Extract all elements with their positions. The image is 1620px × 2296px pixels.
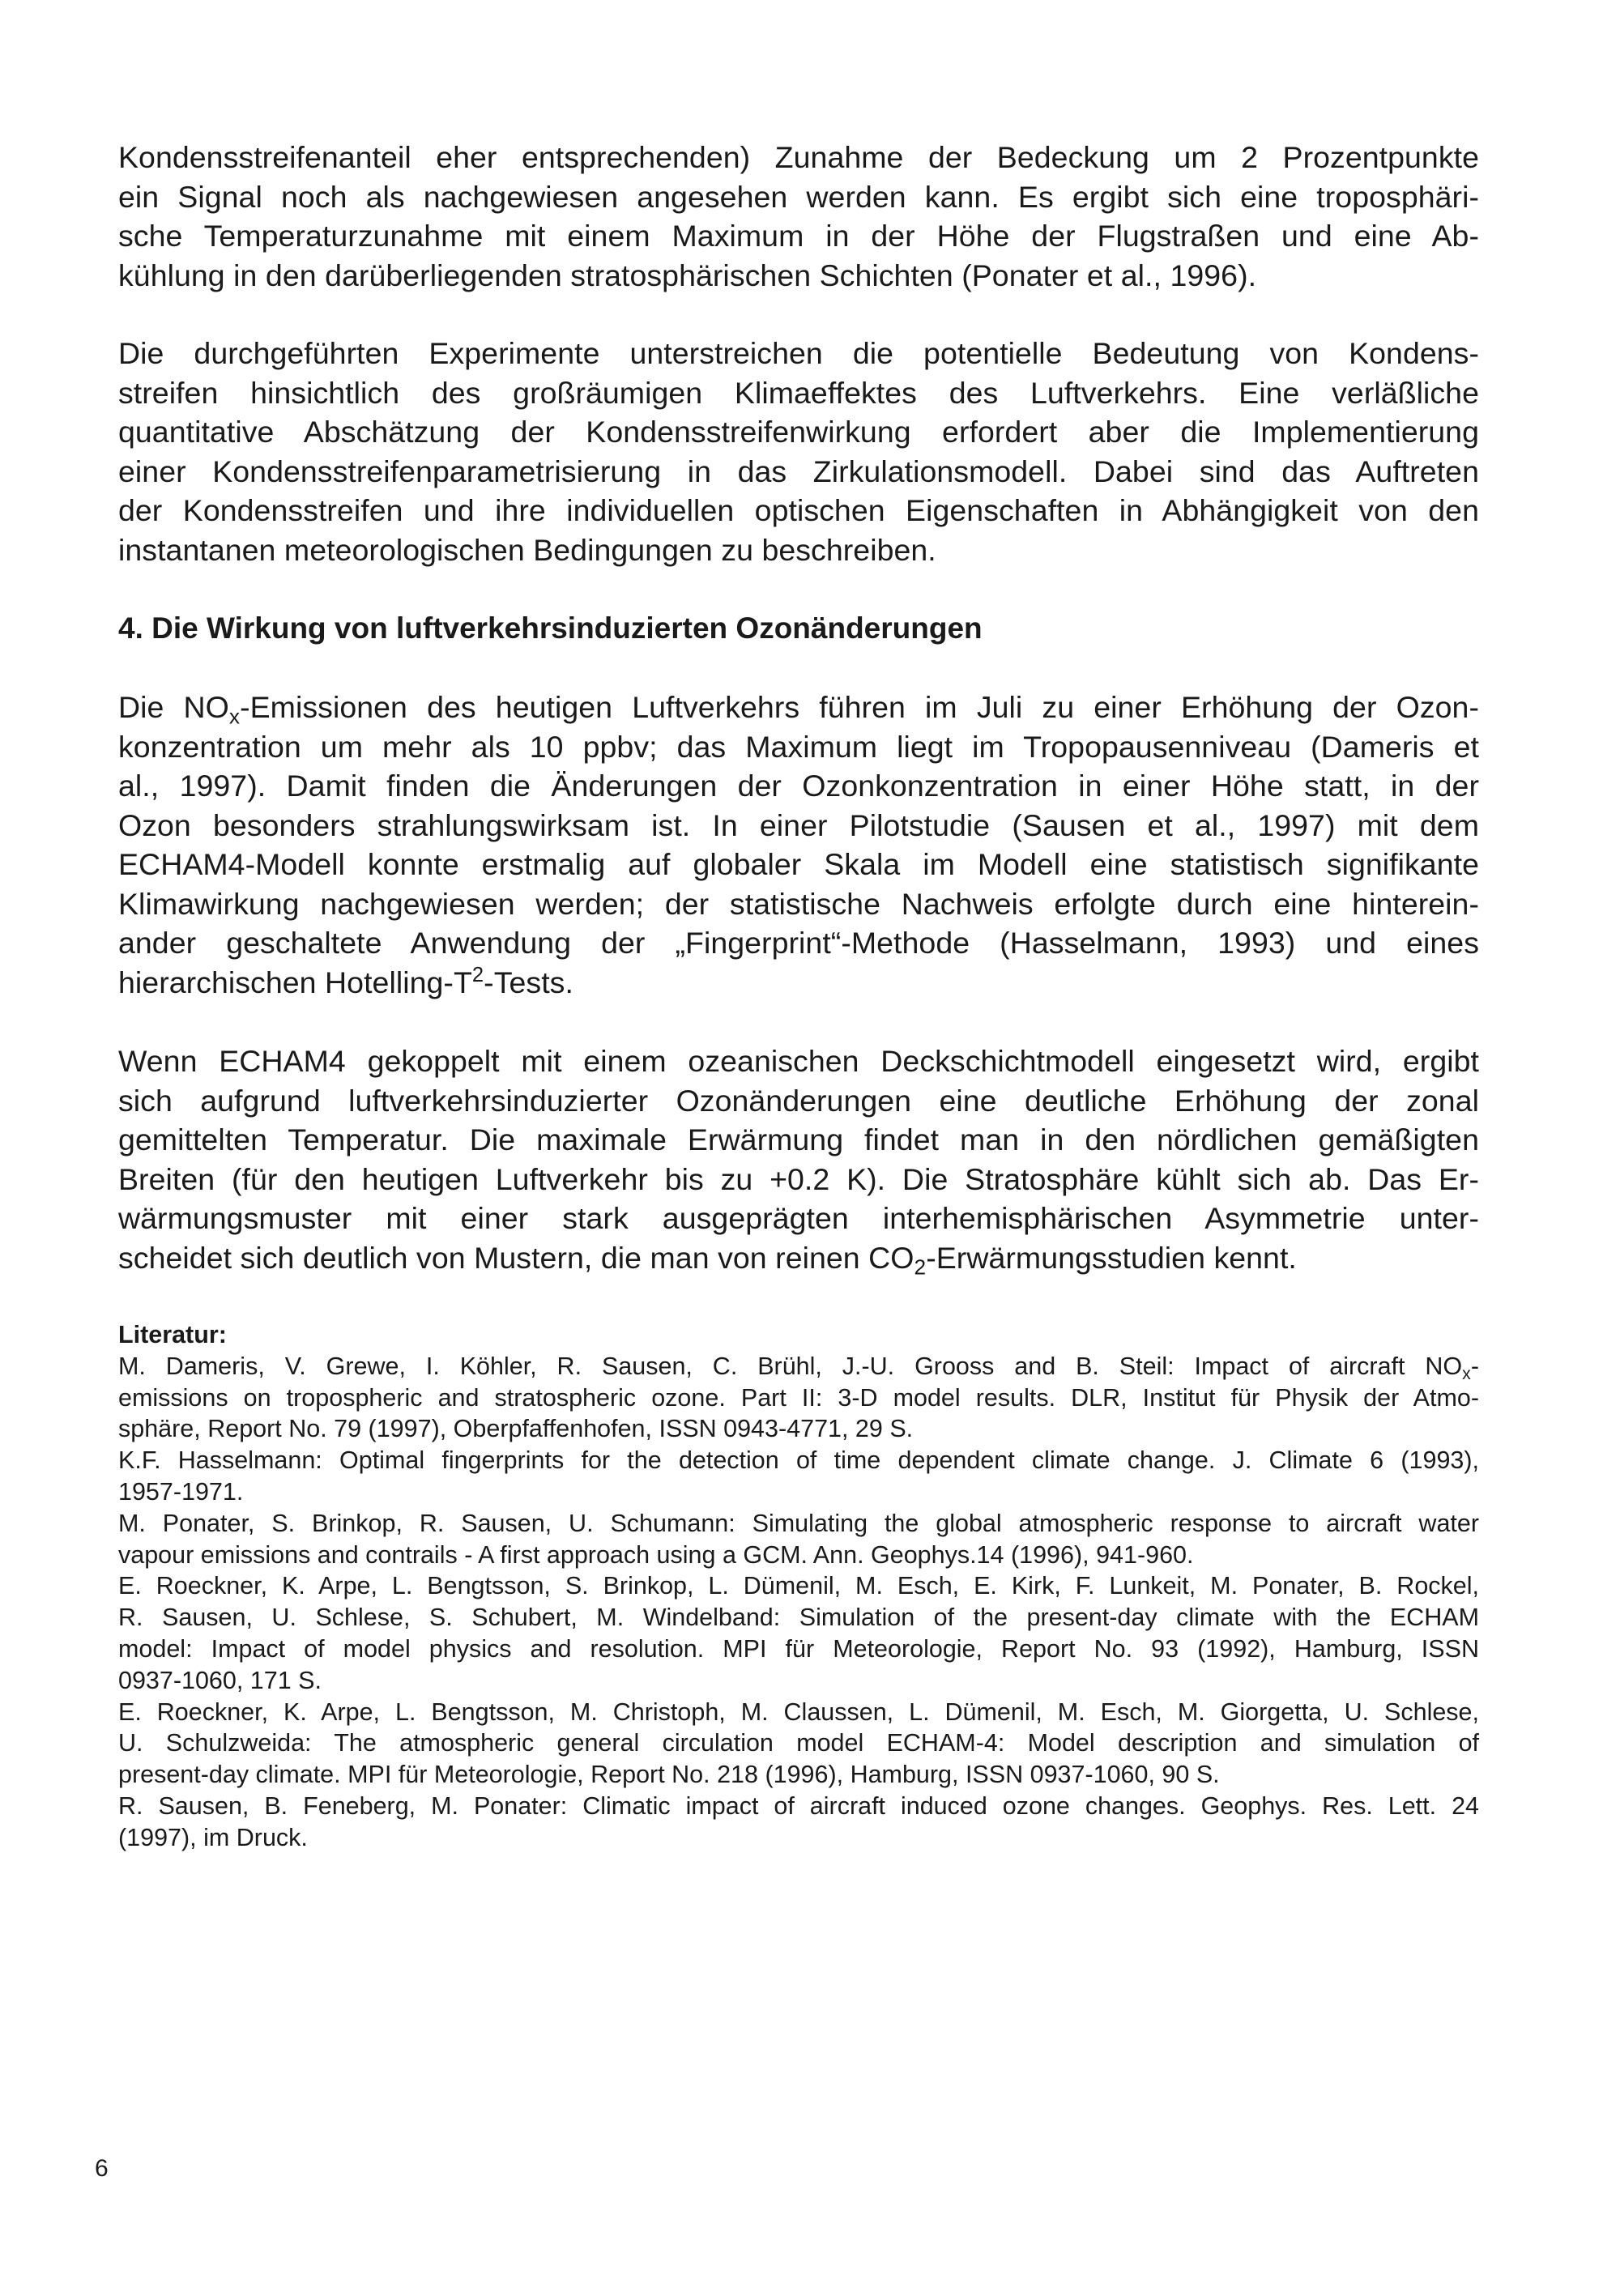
text-line: Die durchgeführten Experimente unterstreichen die potentielle Bedeutung von Kondens- [118,336,1479,370]
reference-dameris [118,1351,1479,1445]
text-line: vapour emissions and contrails - A first approach using a GCM. Ann. Geophys.14 (1996), 941-960. [118,1540,1194,1569]
paragraph-nox-emissions [118,688,1479,1002]
text-line: ein Signal noch als nachgewiesen angesehen werden kann. Es ergibt sich eine troposphäri- [118,179,1479,214]
text-line: einer Kondensstreifenparametrisierung in das Zirkulationsmodell. Dabei sind das Auftreten [118,454,1479,488]
text-fragment: hierarchischen Hotelling-T [118,965,472,999]
paragraph-contrail-experiments [118,334,1479,569]
reference-roeckner-1992 [118,1570,1479,1696]
text-fragment: -Emissionen des heutigen Luftverkehrs führen im Juli zu einer Erhöhung der Ozon- [240,690,1479,724]
text-line: present-day climate. MPI für Meteorologie, Report No. 218 (1996), Hamburg, ISSN 0937-1060, 90 S. [118,1761,1220,1789]
text-line: instantanen meteorologischen Bedingungen zu beschreiben. [118,532,936,567]
section-heading: 4. Die Wirkung von luftverkehrsinduzierten Ozonänderungen [118,611,983,645]
text-line: Kondensstreifenanteil eher entsprechenden) Zunahme der Bedeckung um 2 Prozentpunkte [118,140,1479,174]
text-line: wärmungsmuster mit einer stark ausgeprägten interhemisphärischen Asymmetrie unter- [118,1201,1479,1235]
text-line: streifen hinsichtlich des großräumigen Klimaeffektes des Luftverkehrs. Eine verläßliche [118,375,1479,410]
text-line: quantitative Abschätzung der Kondensstreifenwirkung erfordert aber die Implementierung [118,415,1479,449]
subscript: x [228,704,241,729]
text-fragment: scheidet sich deutlich von Mustern, die man von reinen CO [118,1240,914,1275]
text-line: M. Ponater, S. Brinkop, R. Sausen, U. Schumann: Simulating the global atmospheric response to aircraft water [118,1509,1479,1537]
text-line: R. Sausen, U. Schlese, S. Schubert, M. Windelband: Simulation of the present-day climate with the ECHAM [118,1604,1479,1632]
paragraph-echam4-coupled [118,1042,1479,1277]
references-section [118,1319,1479,1854]
text-line: sphäre, Report No. 79 (1997), Oberpfaffenhofen, ISSN 0943-4771, 29 S. [118,1415,914,1443]
text-line [118,1238,1479,1278]
text-fragment: - [1470,1352,1479,1380]
paragraph-contrail-signal [118,138,1479,295]
text-fragment: -Erwärmungsstudien kennt. [926,1240,1297,1275]
reference-roeckner-1996 [118,1697,1479,1791]
text-line: E. Roeckner, K. Arpe, L. Bengtsson, M. Christoph, M. Claussen, L. Dümenil, M. Esch, M. Giorgetta, U. Schlese, [118,1698,1479,1726]
text-line: ECHAM4-Modell konnte erstmalig auf globaler Skala im Modell eine statistisch signifikante [118,847,1479,881]
text-line: der Kondensstreifen und ihre individuellen optischen Eigenschaften in Abhängigkeit von den [118,493,1479,527]
text-line: 1957-1971. [118,1477,244,1506]
text-line: sich aufgrund luftverkehrsinduzierter Ozonänderungen eine deutliche Erhöhung der zonal [118,1083,1479,1118]
text-line: konzentration um mehr als 10 ppbv; das Maximum liegt im Tropopausenniveau (Dameris et [118,729,1479,764]
text-fragment: Die NO [118,690,229,724]
superscript: 2 [471,963,484,986]
text-line: emissions on tropospheric and stratospheric ozone. Part II: 3-D model results. DLR, Institut für Physik der Atmo- [118,1383,1479,1412]
text-line: Wenn ECHAM4 gekoppelt mit einem ozeanischen Deckschichtmodell eingesetzt wird, ergibt [118,1044,1479,1078]
text-line: kühlung in den darüberliegenden stratosphärischen Schichten (Ponater et al., 1996). [118,258,1257,292]
subscript: 2 [914,1254,927,1279]
text-line: R. Sausen, B. Feneberg, M. Ponater: Climatic impact of aircraft induced ozone changes. Geophys. Res. Lett. 24 [118,1791,1479,1820]
text-line [118,963,1479,1003]
text-line: E. Roeckner, K. Arpe, L. Bengtsson, S. Brinkop, L. Dümenil, M. Esch, E. Kirk, F. Lunkeit, M. Ponater, B. Rockel, [118,1572,1479,1600]
text-fragment: -Tests. [484,965,573,999]
text-line: 0937-1060, 171 S. [118,1666,322,1694]
text-line: (1997), im Druck. [118,1823,308,1851]
text-line: al., 1997). Damit finden die Änderungen der Ozonkonzentration in einer Höhe statt, in der [118,769,1479,803]
reference-ponater [118,1508,1479,1571]
text-line: ander geschaltete Anwendung der „Fingerprint“-Methode (Hasselmann, 1993) und eines [118,926,1479,960]
text-fragment: M. Dameris, V. Grewe, I. Köhler, R. Sausen, C. Brühl, J.-U. Grooss and B. Steil: Impact of aircraft NO [118,1352,1463,1380]
reference-sausen [118,1791,1479,1854]
text-line [118,688,1479,727]
text-line: model: Impact of model physics and resolution. MPI für Meteorologie, Report No. 93 (1992), Hamburg, ISSN [118,1634,1479,1663]
page-number: 6 [95,2155,109,2182]
text-line: Klimawirkung nachgewiesen werden; der statistische Nachweis erfolgte durch eine hinterein- [118,886,1479,921]
text-line: U. Schulzweida: The atmospheric general circulation model ECHAM-4: Model description and simulation of [118,1729,1479,1757]
page-content [118,138,1479,1854]
subscript: x [1462,1363,1471,1383]
text-line: sche Temperaturzunahme mit einem Maximum in der Höhe der Flugstraßen und eine Ab- [118,219,1479,253]
references-title: Literatur: [118,1321,227,1348]
text-line: gemittelten Temperatur. Die maximale Erwärmung findet man in den nördlichen gemäßigten [118,1122,1479,1157]
reference-hasselmann [118,1445,1479,1508]
text-line: K.F. Hasselmann: Optimal fingerprints for the detection of time dependent climate change. J. Climate 6 (1993), [118,1446,1479,1475]
text-line [118,1351,1479,1382]
text-line: Breiten (für den heutigen Luftverkehr bis zu +0.2 K). Die Stratosphäre kühlt sich ab. Das Er- [118,1161,1479,1196]
text-line: Ozon besonders strahlungswirksam ist. In einer Pilotstudie (Sausen et al., 1997) mit dem [118,807,1479,842]
